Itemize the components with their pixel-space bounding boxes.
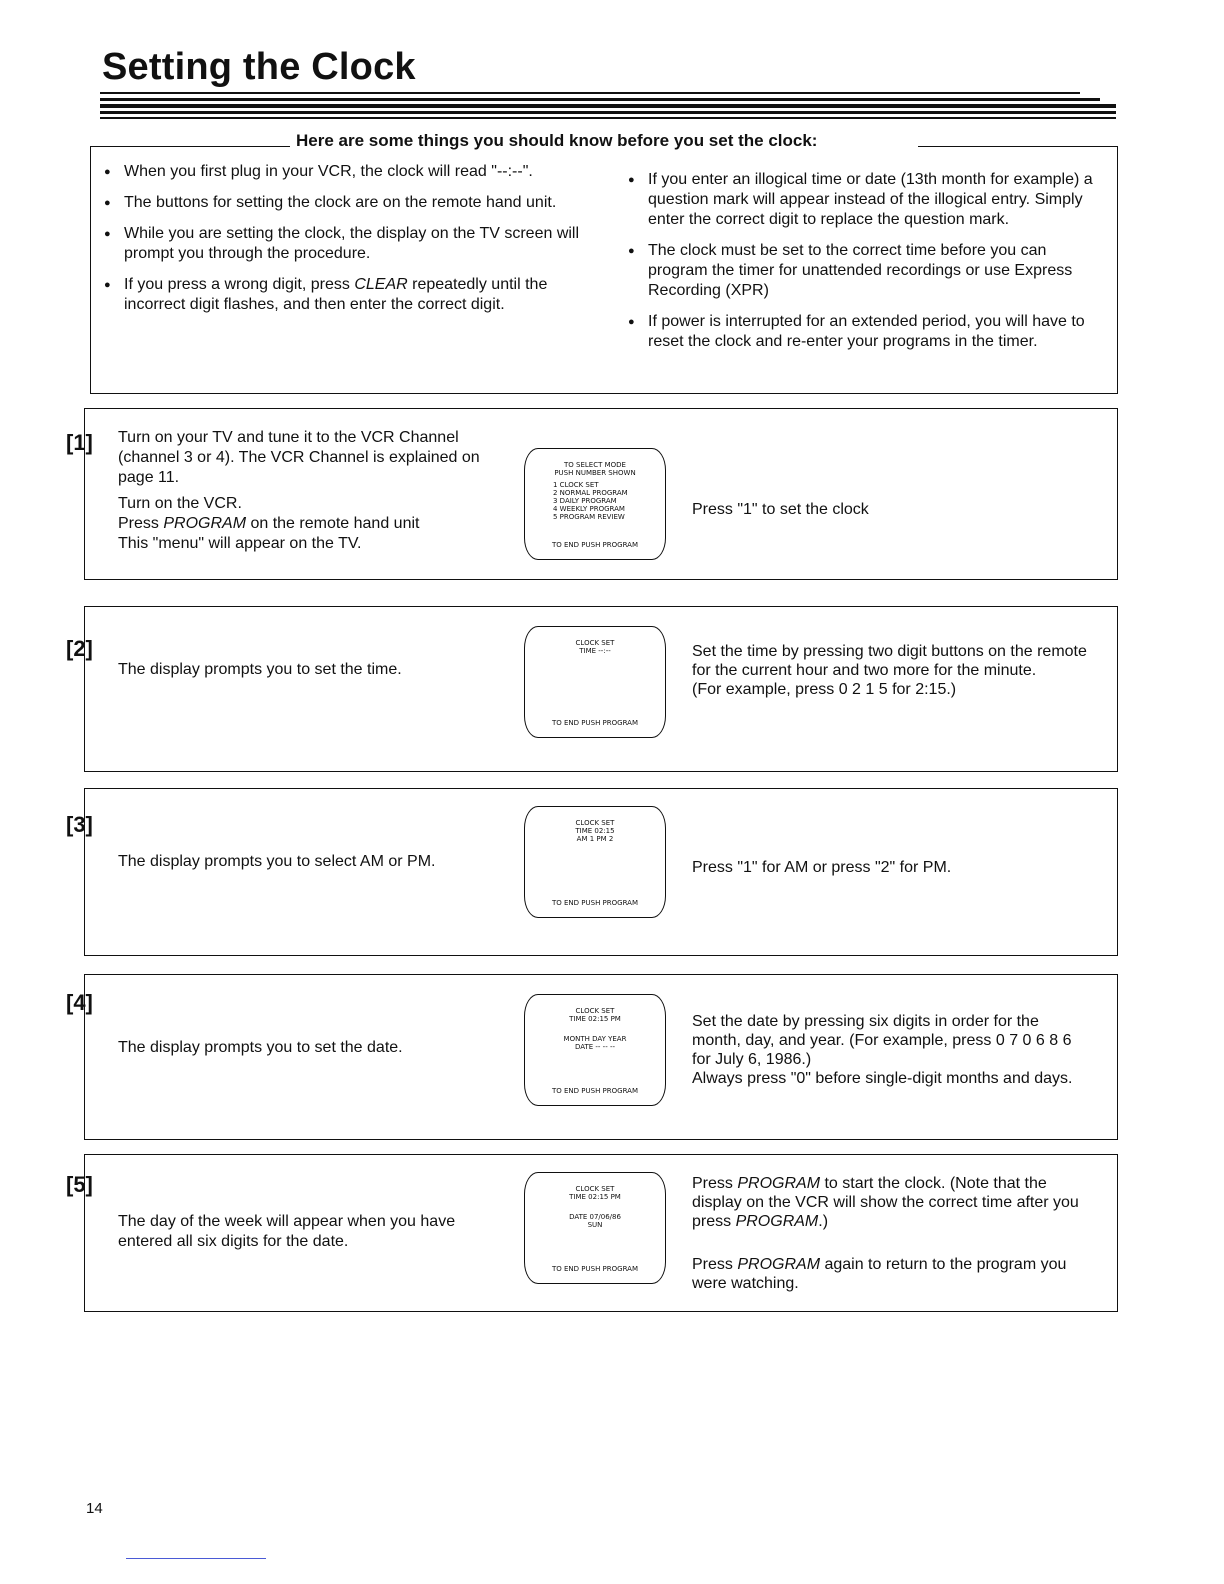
step-5-instruction: Press PROGRAM to start the clock. (Note that the display on the VCR will show the correct time after you press PROGRAM.) Press PROGRAM again to return to the program you were watching. — [692, 1175, 1079, 1292]
notes-heading: Here are some things you should know before you set the clock: — [296, 131, 818, 150]
step-2-number: [2] — [66, 636, 93, 661]
step-2-text: The display prompts you to set the time. — [118, 661, 402, 678]
notes-left-column — [104, 162, 592, 326]
step-4-text: The display prompts you to set the date. — [118, 1039, 403, 1056]
page-number: 14 — [86, 1500, 103, 1517]
note-item: ● The clock must be set to the correct time before you can program the timer for unattended recordings or use Express Recording (XPR) — [628, 241, 1108, 301]
tv-screen-menu: TO SELECT MODE PUSH NUMBER SHOWN 1 CLOCK SET 2 NORMAL PROGRAM 3 DAILY PROGRAM 4 WEEKLY PROGRAM 5 PROGRAM REVIEW TO END PUSH PROGRAM — [524, 448, 666, 560]
step-3-number: [3] — [66, 812, 93, 837]
tv-screen-date: CLOCK SET TIME 02:15 PM MONTH DAY YEAR DATE -- -- -- TO END PUSH PROGRAM — [524, 994, 666, 1106]
notes-right-column — [628, 170, 1108, 363]
step-3-instruction: Press "1" for AM or press "2" for PM. — [692, 859, 952, 876]
step-5-number: [5] — [66, 1172, 93, 1197]
step-3-text: The display prompts you to select AM or PM. — [118, 853, 436, 870]
note-item: ● While you are setting the clock, the display on the TV screen will prompt you through the procedure. — [104, 224, 592, 264]
tv-screen-ampm: CLOCK SET TIME 02:15 AM 1 PM 2 TO END PUSH PROGRAM — [524, 806, 666, 918]
page-title: Setting the Clock — [102, 46, 416, 88]
tv-screen-time: CLOCK SET TIME --:-- TO END PUSH PROGRAM — [524, 626, 666, 738]
note-item: ● If you enter an illogical time or date (13th month for example) a question mark will appear instead of the illogical entry. Simply enter the correct digit to replace the question mark. — [628, 170, 1108, 230]
step-1-text: Turn on your TV and tune it to the VCR Channel (channel 3 or 4). The VCR Channel is explained on page 11. Turn on the VCR. Press PROGRAM on the remote hand unit This "menu" will appear on the TV. — [118, 429, 480, 552]
step-1-instruction: Press "1" to set the clock — [692, 501, 869, 518]
title-rules — [100, 92, 1116, 122]
step-1-number: [1] — [66, 430, 93, 455]
footer-rule — [126, 1558, 266, 1559]
note-item: ● If power is interrupted for an extended period, you will have to reset the clock and re-enter your programs in the timer. — [628, 312, 1108, 352]
note-item: ● When you first plug in your VCR, the clock will read "--:--". — [104, 162, 592, 182]
step-5-text: The day of the week will appear when you have entered all six digits for the date. — [118, 1213, 456, 1250]
step-2-instruction: Set the time by pressing two digit buttons on the remote for the current hour and two more for the minute. (For example, press 0 2 1 5 for 2:15.) — [692, 643, 1087, 698]
tv-screen-day: CLOCK SET TIME 02:15 PM DATE 07/06/86 SUN TO END PUSH PROGRAM — [524, 1172, 666, 1284]
notes-border-left — [90, 146, 290, 147]
notes-border-right — [918, 146, 1118, 147]
clear-key-label: CLEAR — [354, 276, 408, 293]
step-4-instruction: Set the date by pressing six digits in order for the month, day, and year. (For example, press 0 7 0 6 8 6 for July 6, 1986.) Always press "0" before single-digit months and days. — [692, 1013, 1073, 1087]
step-4-number: [4] — [66, 990, 93, 1015]
note-item: ● The buttons for setting the clock are on the remote hand unit. — [104, 193, 592, 213]
note-item-clear: ● If you press a wrong digit, press CLEAR repeatedly until the incorrect digit flashes, and then enter the correct digit. — [104, 275, 592, 315]
